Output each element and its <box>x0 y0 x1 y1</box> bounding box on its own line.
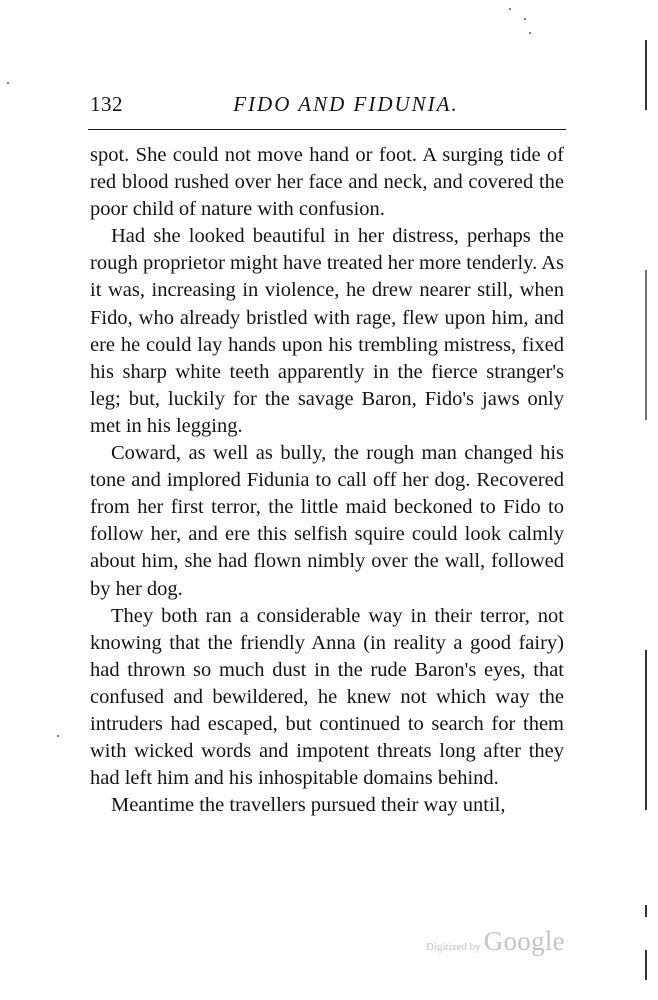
scan-speck <box>509 8 511 10</box>
scan-speck <box>524 18 526 20</box>
paragraph-2: Had she looked beautiful in her distress, perhaps the rough proprietor might have treated her more tenderly. As it was, increasing in violence, he drew nearer still, when Fido, who already bristled with rage, flew upon him, and ere he could lay hands upon his trembling mistress, fixed his sharp white teeth apparently in the fierce stranger's leg; but, luckily for the savage Baron, Fido's jaws only met in his legging. <box>90 225 565 437</box>
digitized-by-google-watermark <box>426 926 565 957</box>
edge-line <box>645 650 647 810</box>
paragraph-5: Meantime the travellers pursued their way until, <box>111 794 506 817</box>
scan-speck <box>7 82 9 84</box>
scan-edge <box>638 0 658 1000</box>
scan-speck <box>57 735 59 737</box>
watermark-prefix: Digitized by <box>426 941 481 953</box>
body-text <box>90 142 564 819</box>
page-number: 132 <box>90 92 123 116</box>
google-logo: Google <box>483 926 565 956</box>
edge-line <box>645 950 647 980</box>
paragraph-4: They both ran a considerable way in their terror, not knowing that the friendly Anna (in reality a good fairy) had thrown so much dust in the rude Baron's eyes, that confused and bewildered, he knew not which way the intruders had escaped, but continued to search for them with wicked words and impotent threats long after they had left him and his inhospitable domains behind. <box>90 604 564 790</box>
page-header <box>90 92 566 122</box>
header-rule <box>88 129 566 130</box>
edge-line <box>645 270 647 420</box>
running-head: FIDO AND FIDUNIA. <box>233 92 459 116</box>
scan-speck <box>529 32 531 34</box>
edge-line <box>645 905 647 917</box>
paragraph-1: spot. She could not move hand or foot. A surging tide of red blood rushed over her face and neck, and covered the poor child of nature with confusion. <box>90 144 564 221</box>
edge-line <box>645 40 647 110</box>
paragraph-3: Coward, as well as bully, the rough man changed his tone and implored Fidunia to call off her dog. Recovered from her first terror, the little maid beckoned to Fido to follow her, and ere this selfish squire could look calmly about him, she had flown nimbly over the wall, followed by her dog. <box>90 442 564 600</box>
